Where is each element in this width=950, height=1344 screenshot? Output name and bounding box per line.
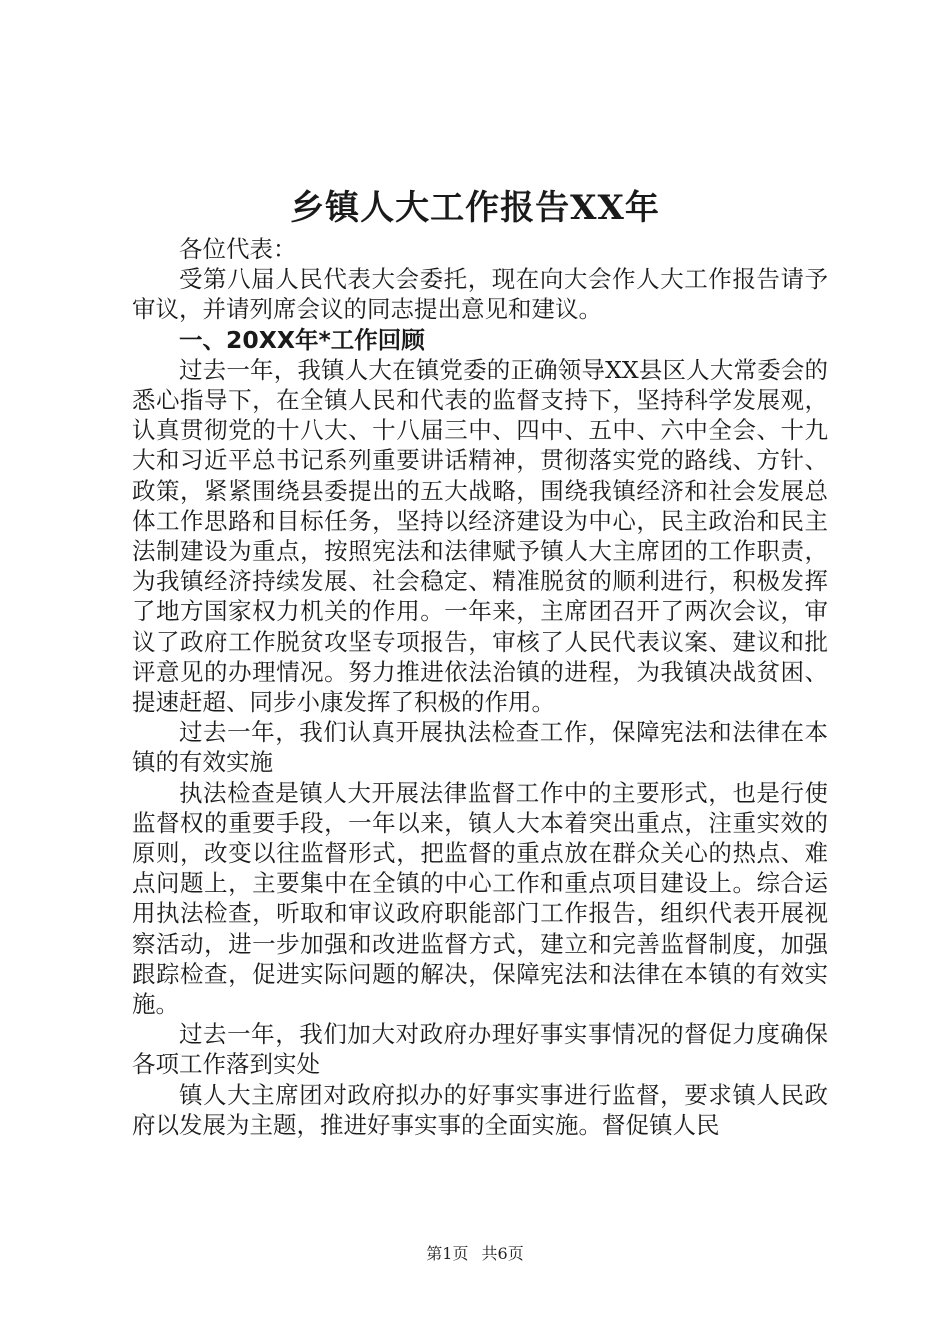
page-footer xyxy=(0,1244,950,1264)
paragraph-law-enforcement-lead: 过去一年，我们认真开展执法检查工作，保障宪法和法律在本镇的有效实施 xyxy=(132,718,828,777)
page-total: 共6页 xyxy=(481,1244,524,1263)
page-number: 第1页 xyxy=(426,1244,469,1263)
document-body xyxy=(132,234,828,1140)
section-heading: 一、20XX年*工作回顾 xyxy=(179,325,425,354)
paragraph-salutation: 各位代表： xyxy=(179,235,297,263)
paragraph-intro: 受第八届人民代表大会委托，现在向大会作人大工作报告请予审议，并请列席会议的同志提出意见和建议。 xyxy=(132,265,828,324)
document-title: 乡镇人大工作报告XX年 xyxy=(290,188,660,228)
paragraph-supervision: 镇人大主席团对政府拟办的好事实事进行监督，要求镇人民政府以发展为主题，推进好事实事的全面实施。督促镇人民 xyxy=(132,1080,828,1139)
paragraph-supervision-lead: 过去一年，我们加大对政府办理好事实事情况的督促力度确保各项工作落到实处 xyxy=(132,1020,828,1079)
paragraph-law-enforcement: 执法检查是镇人大开展法律监督工作中的主要形式，也是行使监督权的重要手段，一年以来，镇人大本着突出重点，注重实效的原则，改变以往监督形式，把监督的重点放在群众关心的热点、难点问题上，主要集中在全镇的中心工作和重点项目建设上。综合运用执法检查，听取和审议政府职能部门工作报告，组织代表开展视察活动，进一步加强和改进监督方式，建立和完善监督制度，加强跟踪检查，促进实际问题的解决，保障宪法和法律在本镇的有效实施。 xyxy=(132,778,828,1019)
paragraph-review: 过去一年，我镇人大在镇党委的正确领导XX县区人大常委会的悉心指导下，在全镇人民和代表的监督支持下，坚持科学发展观，认真贯彻党的十八大、十八届三中、四中、五中、六中全会、十九大和习近平总书记系列重要讲话精神，贯彻落实党的路线、方针、政策，紧紧围绕县委提出的五大战略，围绕我镇经济和社会发展总体工作思路和目标任务，坚持以经济建设为中心，民主政治和民主法制建设为重点，按照宪法和法律赋予镇人大主席团的工作职责，为我镇经济持续发展、社会稳定、精准脱贫的顺利进行，积极发挥了地方国家权力机关的作用。一年来，主席团召开了两次会议，审议了政府工作脱贫攻坚专项报告，审核了人民代表议案、建议和批评意见的办理情况。努力推进依法治镇的进程，为我镇决战贫困、提速赶超、同步小康发挥了积极的作用。 xyxy=(132,355,828,717)
